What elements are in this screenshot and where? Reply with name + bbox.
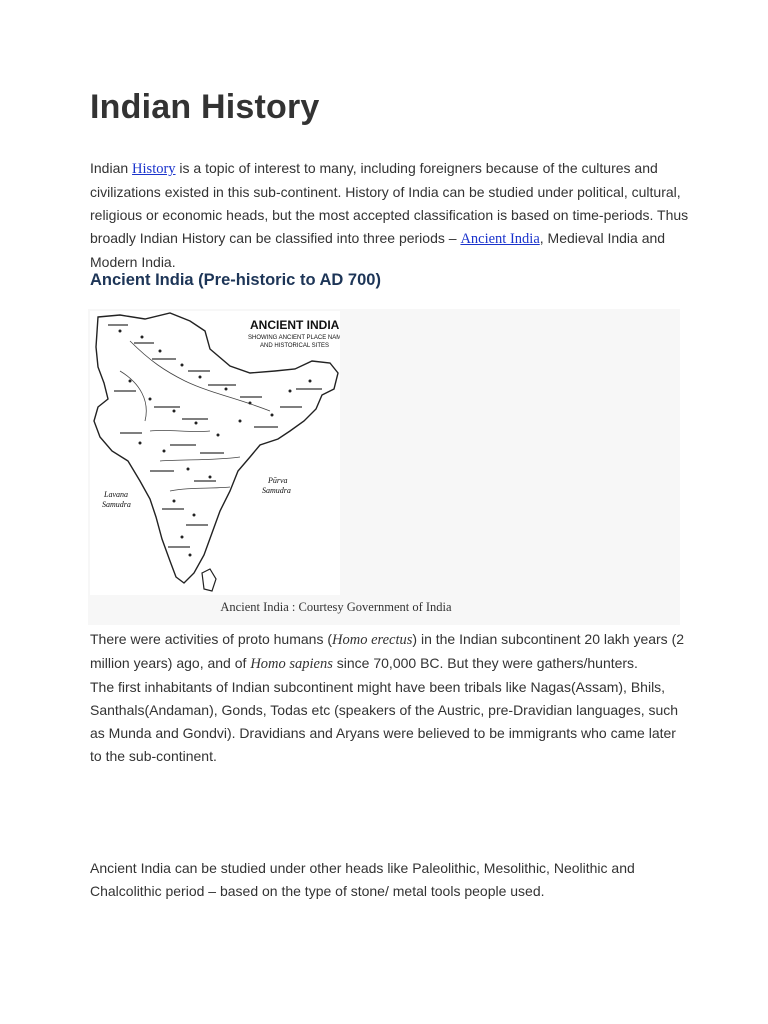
map-label-west: Lavana xyxy=(104,490,128,499)
page-title: Indian History xyxy=(90,88,320,126)
map-label-west-2: Samudra xyxy=(102,500,131,509)
ancient-india-link[interactable]: Ancient India xyxy=(460,231,540,247)
species-homo-erectus: Homo erectus xyxy=(332,632,413,648)
map-river-3 xyxy=(160,457,240,461)
intro-text-1: Indian xyxy=(90,160,133,176)
map-label-east: Pūrva xyxy=(268,476,288,485)
intro-text-2: is a topic of interest to many, including foreigners because of the cultures and civilizations existed in this sub-continent. History of India can be studied under political, cultural, religious or economic heads, but the most accepted classification is based on time-periods. Thus broadly Indian History can be classified into three periods – xyxy=(90,160,689,246)
inhabitants-text: The first inhabitants of Indian subcontinent might have been tribals like Nagas(Assam), Bhils, Santhals(Andaman), Gonds, Todas etc (speakers of the Austric, pre-Dravidian languages, such as Munda and Gondvi). Dravidians and Aryans were believed to be immigrants who came later to the sub-continent. xyxy=(90,679,679,764)
map-river-4 xyxy=(170,487,230,491)
species-homo-sapiens: Homo sapiens xyxy=(250,656,333,672)
para2-text-3: since 70,000 BC. But they were gathers/hunters. xyxy=(332,655,638,671)
ancient-india-map xyxy=(90,311,340,595)
history-link[interactable]: History xyxy=(132,161,176,177)
map-subtitle-1: SHOWING ANCIENT PLACE NAMES xyxy=(248,335,340,341)
intro-text-3: , Medieval India and Modern India. xyxy=(90,230,666,270)
map-outline xyxy=(94,313,338,583)
map-figure xyxy=(88,309,680,625)
para2-text-1: There were activities of proto humans ( xyxy=(90,631,332,647)
periods-paragraph: Ancient India can be studied under other heads like Paleolithic, Mesolithic, Neolithic and Chalcolithic period – based on the type of stone/ metal tools people used. xyxy=(90,860,635,899)
map-island xyxy=(202,569,216,591)
map-title: ANCIENT INDIA xyxy=(250,318,340,332)
map-place-dots xyxy=(119,330,312,557)
india-map-drawing xyxy=(90,311,340,595)
figure-caption: Ancient India : Courtesy Government of India xyxy=(220,600,452,614)
intro-paragraph xyxy=(90,157,690,274)
para2-text-2: ) in the Indian subcontinent 20 lakh years (2 million years) ago, and of xyxy=(90,631,685,671)
proto-humans-paragraph xyxy=(90,628,690,768)
map-subtitle-2: AND HISTORICAL SITES xyxy=(260,343,330,349)
map-river-5 xyxy=(150,430,210,431)
map-label-east-2: Samudra xyxy=(262,486,291,495)
section-heading: Ancient India (Pre-historic to AD 700) xyxy=(90,271,381,289)
map-place-labels xyxy=(108,325,322,547)
map-river-2 xyxy=(120,371,146,421)
